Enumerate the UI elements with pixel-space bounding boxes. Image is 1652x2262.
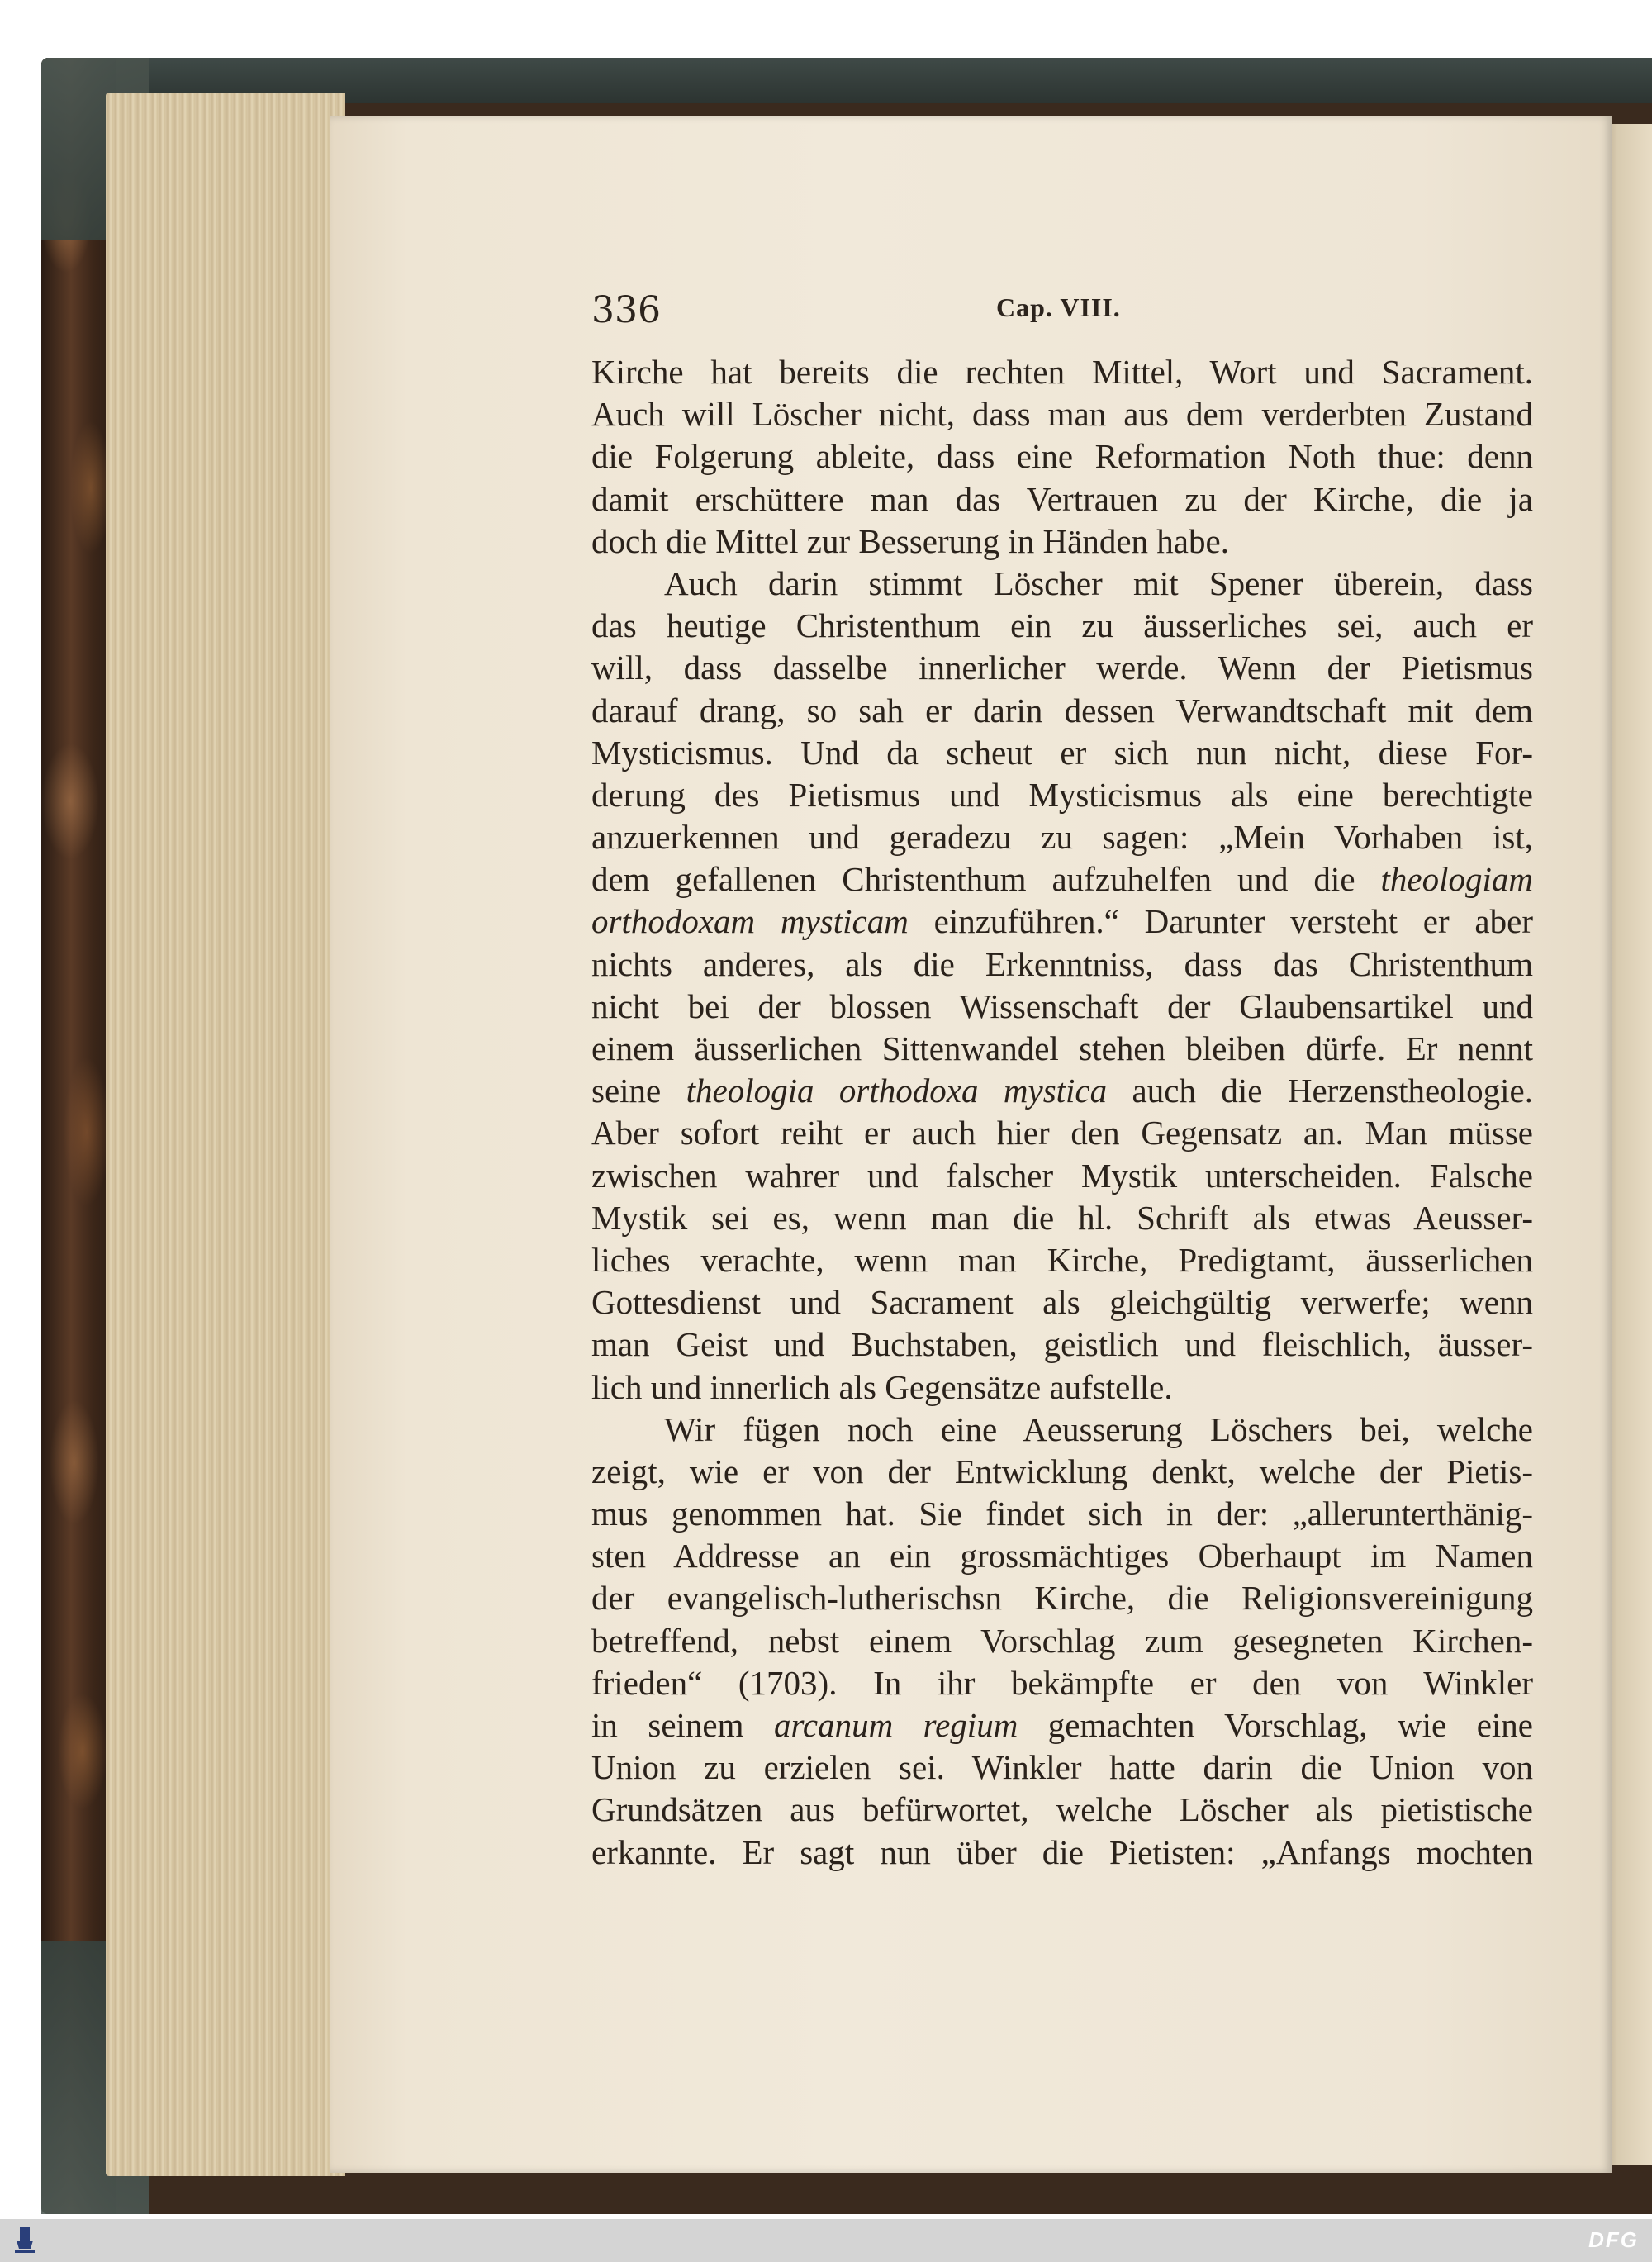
- text-line: [591, 816, 1533, 858]
- text-line: [591, 1070, 1533, 1112]
- text-run: in seinem: [591, 1706, 774, 1744]
- text-line: [591, 478, 1533, 520]
- text-line: [591, 1028, 1533, 1070]
- text-line: [591, 1323, 1533, 1366]
- text-run: Auch darin stimmt Löscher mit Spener überein, dass: [664, 563, 1533, 602]
- text-line: [591, 774, 1533, 816]
- page-edges-stack: [106, 93, 345, 2176]
- text-run: auch die Herzenstheologie.: [1107, 1072, 1533, 1110]
- text-line: [591, 986, 1533, 1028]
- text-run: erkannte. Er sagt nun über die Pietisten: „Anfangs mochten: [591, 1832, 1533, 1871]
- text-line: [591, 351, 1533, 393]
- text-line: [591, 1493, 1533, 1535]
- text-run: einzuführen.“ Darunter versteht er aber: [908, 902, 1533, 941]
- text-line: [591, 1281, 1533, 1323]
- text-run: derung des Pietismus und Mysticismus als eine berechtigte: [591, 775, 1533, 814]
- text-run: damit erschüttere man das Vertrauen zu der Kirche, die ja: [591, 479, 1533, 518]
- italic-phrase: theologiam: [1380, 860, 1533, 899]
- library-logo-icon: [8, 2224, 41, 2257]
- text-line: [591, 690, 1533, 732]
- text-line: [591, 1535, 1533, 1577]
- text-run: Aber sofort reiht er auch hier den Gegensatz an. Man müsse: [591, 1114, 1533, 1152]
- text-run: Grundsätzen aus befürwortet, welche Löscher als pietistische: [591, 1790, 1533, 1829]
- text-run: Union zu erzielen sei. Winkler hatte darin die Union von: [591, 1748, 1533, 1787]
- text-run: zeigt, wie er von der Entwicklung denkt, welche der Pietis-: [591, 1452, 1533, 1490]
- text-line: [591, 605, 1533, 647]
- text-line: [591, 1704, 1533, 1746]
- text-run: Wir fügen noch eine Aeusserung Löschers bei, welche: [664, 1409, 1533, 1448]
- text-run: zwischen wahrer und falscher Mystik unterscheiden. Falsche: [591, 1156, 1533, 1195]
- text-line: [591, 1112, 1533, 1154]
- text-run: frieden“ (1703). In ihr bekämpfte er den von Winkler: [591, 1663, 1533, 1702]
- italic-phrase: arcanum regium: [773, 1706, 1018, 1744]
- text-run: man Geist und Buchstaben, geistlich und fleischlich, äusser-: [591, 1325, 1533, 1364]
- text-line: [591, 858, 1533, 901]
- text-line: [591, 1789, 1533, 1831]
- text-line: [591, 1620, 1533, 1662]
- text-run: seine: [591, 1072, 686, 1110]
- italic-phrase: orthodoxam mysticam: [591, 902, 909, 941]
- text-run: die Folgerung ableite, dass eine Reformation Noth thue: denn: [591, 437, 1533, 476]
- text-line: [591, 1577, 1533, 1619]
- text-run: das heutige Christenthum ein zu äusserliches sei, auch er: [591, 606, 1533, 645]
- text-line: [591, 1155, 1533, 1197]
- text-run: anzuerkennen und geradezu zu sagen: „Mein Vorhaben ist,: [591, 818, 1533, 857]
- text-run: gemachten Vorschlag, wie eine: [1018, 1706, 1533, 1744]
- text-run: darauf drang, so sah er darin dessen Verwandtschaft mit dem: [591, 691, 1533, 729]
- dfg-brand-label: DFG: [1588, 2227, 1639, 2252]
- text-run: Mystik sei es, wenn man die hl. Schrift als etwas Aeusser-: [591, 1198, 1533, 1237]
- marbled-cover-spine: [41, 58, 116, 2214]
- text-run: Auch will Löscher nicht, dass man aus dem verderbten Zustand: [591, 395, 1533, 434]
- running-head: [591, 289, 1533, 339]
- cover-top-edge: [149, 58, 1652, 103]
- text-line: [591, 1662, 1533, 1704]
- text-run: der evangelisch-lutherischsn Kirche, die Religionsvereinigung: [591, 1579, 1533, 1618]
- text-line: [591, 1451, 1533, 1493]
- viewer-footer-bar: [0, 2219, 1652, 2262]
- text-run: sten Addresse an ein grossmächtiges Oberhaupt im Namen: [591, 1537, 1533, 1575]
- text-line: [591, 1197, 1533, 1239]
- text-run: betreffend, nebst einem Vorschlag zum gesegneten Kirchen-: [591, 1621, 1533, 1660]
- text-run: einem äusserlichen Sittenwandel stehen bleiben dürfe. Er nennt: [591, 1029, 1533, 1067]
- text-line: [591, 1409, 1533, 1451]
- text-line: [591, 732, 1533, 774]
- text-run: dem gefallenen Christenthum aufzuhelfen und die: [591, 860, 1381, 899]
- body-text: [591, 351, 1533, 1874]
- text-line: [591, 520, 1533, 563]
- text-run: will, dass dasselbe innerlicher werde. Wenn der Pietismus: [591, 649, 1533, 687]
- text-line: [591, 393, 1533, 435]
- text-run: Mysticismus. Und da scheut er sich nun nicht, diese For-: [591, 733, 1533, 772]
- italic-phrase: theologia orthodoxa mystica: [686, 1072, 1108, 1110]
- text-line: [591, 1832, 1533, 1874]
- text-line: [591, 1239, 1533, 1281]
- text-run: Gottesdienst und Sacrament als gleichgültig verwerfe; wenn: [591, 1283, 1533, 1322]
- text-line: [591, 901, 1533, 943]
- page-number: 336: [591, 289, 661, 331]
- text-run: nicht bei der blossen Wissenschaft der Glaubensartikel und: [591, 986, 1533, 1025]
- text-line: [591, 1366, 1533, 1409]
- text-line: [591, 563, 1533, 605]
- chapter-heading: Cap. VIII.: [996, 292, 1121, 322]
- text-run: liches verachte, wenn man Kirche, Predigtamt, äusserlichen: [591, 1240, 1533, 1279]
- text-line: [591, 647, 1533, 689]
- text-line: [591, 943, 1533, 986]
- text-line: [591, 435, 1533, 478]
- text-run: Kirche hat bereits die rechten Mittel, Wort und Sacrament.: [591, 353, 1533, 391]
- text-run: lich und innerlich als Gegensätze aufstelle.: [591, 1367, 1173, 1406]
- text-run: doch die Mittel zur Besserung in Händen habe.: [591, 521, 1229, 560]
- text-run: mus genommen hat. Sie findet sich in der: „allerunterthänig-: [591, 1495, 1533, 1533]
- text-run: nichts anderes, als die Erkenntniss, dass das Christenthum: [591, 944, 1533, 983]
- text-line: [591, 1746, 1533, 1789]
